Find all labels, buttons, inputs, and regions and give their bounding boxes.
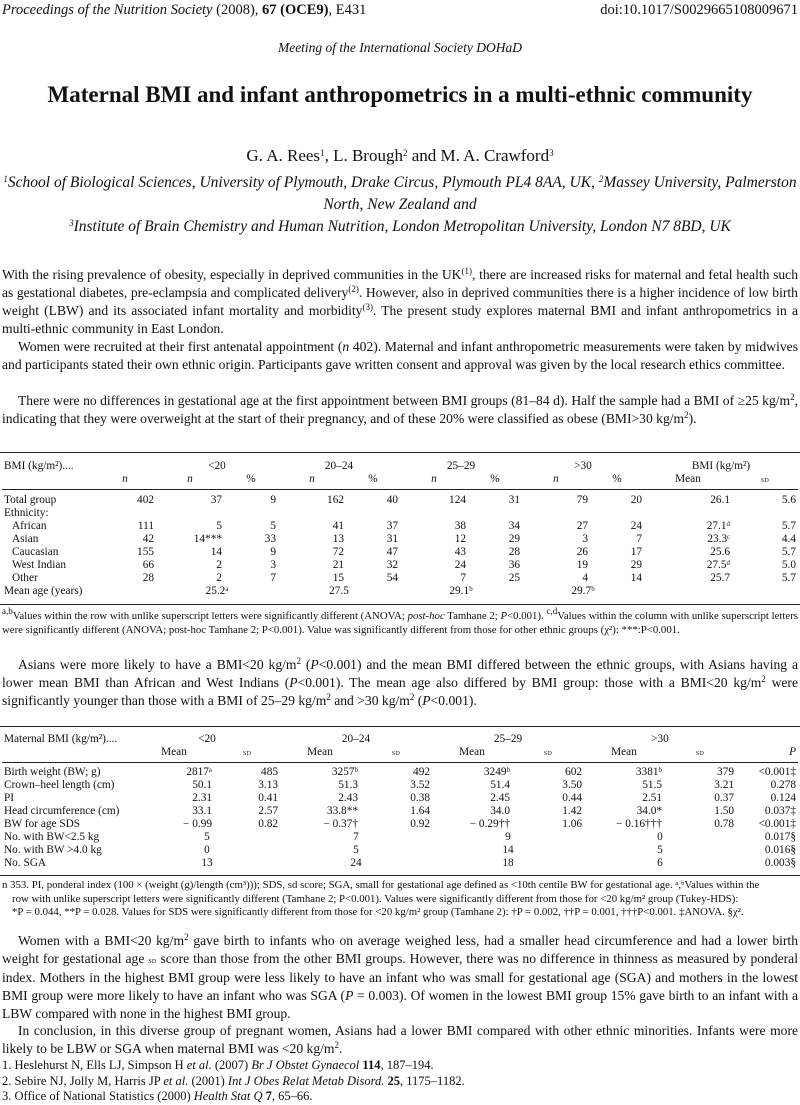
table-cell: 25.6	[710, 545, 730, 558]
table-cell: 34.0*	[636, 804, 662, 817]
table-cell: 5.6	[781, 493, 796, 506]
table-cell: 27	[576, 519, 588, 532]
table-cell: 124	[449, 493, 466, 506]
table-row	[2, 779, 798, 792]
row-label: No. SGA	[4, 856, 47, 869]
table-cell: 66	[142, 558, 154, 571]
table-cell: 33.8**	[326, 804, 358, 817]
row-label: BW for age SDS	[4, 817, 81, 830]
table-cell: 37	[386, 519, 398, 532]
table-cell	[590, 507, 644, 520]
table-cell: 5	[657, 843, 663, 856]
table-cell: 9	[270, 493, 276, 506]
table-cell: 50.1	[192, 778, 212, 791]
doi[interactable]: doi:10.1017/S0029665108009671	[600, 2, 798, 18]
table-row	[2, 805, 798, 818]
paragraph-intro: With the rising prevalence of obesity, especially in deprived communities in the UK$^{(1)}$, there are increased risks for maternal and fetal health such as gestational diabetes, pre-eclampsia and complicated delivery$^{(2)}$. However, also in deprived communities there is a higher incidence of low birth weight (LBW) and its associated infant mortality and morbidity$^{(3)}$. The present study explores maternal BMI and infant anthropometrics in a multi-ethnic community in East London.	[2, 266, 798, 336]
table-cell	[522, 507, 590, 520]
table-cell: 28	[142, 571, 154, 584]
table-cell: 402	[137, 493, 154, 506]
table-cell: − 0.16†††	[616, 817, 662, 830]
table-cell: − 0.29††	[469, 817, 510, 830]
table-cell: 14	[210, 545, 222, 558]
table-cell: 51.3	[338, 778, 358, 791]
table-cell: 5	[216, 519, 222, 532]
table-cell: 2.45	[490, 791, 510, 804]
row-label: Other	[12, 571, 38, 584]
table-cell: 3.50	[562, 778, 582, 791]
table-cell: 51.4	[490, 778, 510, 791]
table-cell: 26	[576, 545, 588, 558]
table-cell: 33	[264, 532, 276, 545]
table-cell: 0.278	[770, 778, 796, 791]
table-cell: 27.1ᵈ	[706, 519, 730, 532]
table-cell: 5.7	[781, 519, 796, 532]
table-cell: 38	[454, 519, 466, 532]
table-cell: 5	[204, 830, 210, 843]
table-cell: 3.52	[410, 778, 430, 791]
table-cell: 14	[630, 571, 642, 584]
table-cell: 5.0	[781, 558, 796, 571]
table-cell: 4	[582, 571, 588, 584]
table-cell: 32	[386, 558, 398, 571]
table-cell: 0.016§	[764, 843, 796, 856]
table-cell: 0.44	[562, 791, 582, 804]
table-ethnicity-bmi	[2, 460, 798, 598]
table-cell: 0.82	[258, 817, 278, 830]
table-cell: 29	[630, 558, 642, 571]
row-label: No. with BW<2.5 kg	[4, 830, 100, 843]
table-cell: 3.21	[714, 778, 734, 791]
table-cell: 3	[582, 532, 588, 545]
table-cell: 0.38	[410, 791, 430, 804]
table-cell: 34.0	[490, 804, 510, 817]
table-cell: 29	[508, 532, 520, 545]
table-cell: 21	[332, 558, 344, 571]
table-cell: 3257ᵇ	[331, 765, 358, 778]
table-cell: 5	[353, 843, 359, 856]
table2-top-rule	[0, 726, 800, 727]
row-label: Birth weight (BW; g)	[4, 765, 101, 778]
table-cell: 2.57	[258, 804, 278, 817]
reference-item: 1. Heslehurst N, Ells LJ, Simpson H et al. (2007) Br J Obstet Gynaecol 114, 187–194.	[2, 1058, 434, 1072]
table-cell: 40	[386, 493, 398, 506]
table-row	[2, 520, 798, 533]
table-row	[2, 818, 798, 831]
table-cell: 3381ᵇ	[635, 765, 662, 778]
table-row	[2, 792, 798, 805]
reference-item: 2. Sebire NJ, Jolly M, Harris JP et al. (2001) Int J Obes Relat Metab Disord. 25, 1175–1182.	[2, 1073, 465, 1088]
table-cell: 54	[386, 571, 398, 584]
row-label: African	[12, 519, 47, 532]
table-cell: 27.5ᵈ	[706, 558, 730, 571]
table-cell: 0.017§	[764, 830, 796, 843]
table-cell: 37	[210, 493, 222, 506]
table-cell: 0	[204, 843, 210, 856]
table-cell: 485	[261, 765, 278, 778]
table-cell: 36	[508, 558, 520, 571]
table-cell: 14	[502, 843, 514, 856]
table-cell: 41	[332, 519, 344, 532]
table-cell: 34	[508, 519, 520, 532]
table-cell	[156, 507, 224, 520]
paragraph-bmi-groups: There were no differences in gestational age at the first appointment between BMI groups (81–84 d). Half the sample had a BMI of ≥25 $kg/m^2$, indicating that they were overweight at the start of their pregnancy, and of these 20% were classified as obese (BMI>30 $kg/m^2$).	[2, 392, 798, 426]
row-label: Ethnicity:	[4, 506, 49, 519]
table-row	[2, 533, 798, 546]
table-cell: 2	[216, 558, 222, 571]
author-list: G. A. Rees$^1$, L. Brough$^2$ and M. A. Crawford$^3$	[246, 146, 554, 165]
table1-footnote: $^{a,b}$Values within the row with unlike superscript letters were significantly different (ANOVA; post-hoc Tamhane 2; P<0.001). $^{c,d}$Values within the column with unlike superscript letters were significantly different (ANOVA; post-hoc Tamhane 2; P<0.001). Value was significantly different from those for other ethnic groups (χ²): ***:P<0.001.	[2, 606, 799, 636]
table-cell: 25.7	[710, 571, 730, 584]
table-cell	[732, 507, 798, 520]
table1-top-rule	[0, 452, 800, 453]
table-cell: 379	[717, 765, 734, 778]
table-cell: 4.4	[781, 532, 796, 545]
table-cell: <0.001‡	[758, 817, 796, 830]
table-cell: 9	[505, 830, 511, 843]
meeting-name: Meeting of the International Society DOHaD	[277, 40, 523, 55]
table1-bottom-rule	[0, 604, 800, 605]
affiliations: $^1$School of Biological Sciences, University of Plymouth, Drake Circus, Plymouth PL4 8AA, UK, $^2$Massey University, Palmerston North, New Zealand and $^3$Institute of Brain Chemistry and Human Nutrition, London Metropolitan University, London N7 8BD, UK	[3, 174, 797, 235]
table-cell	[400, 507, 468, 520]
row-label: Total group	[4, 493, 57, 506]
table-row	[2, 831, 798, 844]
table-cell: 0.124	[770, 791, 796, 804]
table-cell: 0.003§	[764, 856, 796, 869]
table-cell: 31	[508, 493, 520, 506]
table-cell: 111	[137, 519, 154, 532]
table2-col-label: Maternal BMI (kg/m²)....	[4, 733, 118, 745]
paragraph-results-ethnicity: Asians were more likely to have a BMI<20 $kg/m^2$ (P<0.001) and the mean BMI differed between the ethnic groups, with Asians having a lower mean BMI than African and West Indians (P<0.001). The mean age also differed by BMI group: those with a BMI<20 $kg/m^2$ were significantly younger than those with a BMI of 25–29 $kg/m^2$ and >30 $kg/m^2$ (P<0.001).	[2, 656, 798, 708]
table-cell: 2817ᵃ	[186, 765, 212, 778]
table-cell: 47	[386, 545, 398, 558]
table-row	[2, 857, 798, 870]
table-cell: 12	[454, 532, 466, 545]
row-label: PI	[4, 791, 15, 804]
table-cell: 25	[508, 571, 520, 584]
table-cell: 33.1	[192, 804, 212, 817]
table-cell: 24	[454, 558, 466, 571]
row-label: Caucasian	[12, 545, 59, 558]
table2-bottom-rule	[0, 875, 800, 876]
table-cell: 79	[576, 493, 588, 506]
reference-list	[2, 1058, 798, 1105]
journal-citation: Proceedings of the Nutrition Society (2008), 67 (OCE9), E431	[2, 2, 367, 18]
table-cell: 3.13	[258, 778, 278, 791]
table-cell	[468, 507, 522, 520]
table-cell: 492	[413, 765, 430, 778]
row-label: Head circumference (cm)	[4, 804, 120, 817]
article-title: Maternal BMI and infant anthropometrics in a multi-ethnic community	[47, 82, 753, 107]
table2-group-row: Maternal BMI (kg/m²).... <20 20–24 25–29 >30	[4, 733, 669, 745]
table-cell: 23.3ᶜ	[707, 532, 730, 545]
table-cell: 24	[350, 856, 362, 869]
table-cell	[224, 507, 278, 520]
table-cell: 13	[201, 856, 213, 869]
table-cell: 0.037‡	[764, 804, 796, 817]
table-row	[2, 494, 798, 507]
table-cell: 2.31	[192, 791, 212, 804]
table-cell: 3249ᵇ	[483, 765, 510, 778]
table-cell	[346, 507, 400, 520]
table-cell: 5.7	[781, 545, 796, 558]
table-cell: 43	[454, 545, 466, 558]
table1-group-row: BMI (kg/m²).... <20 20–24 25–29 >30 BMI (kg/m²)	[4, 460, 751, 472]
table-row	[2, 546, 798, 559]
table-cell: 26.1	[710, 493, 730, 506]
table-cell: − 0.99	[183, 817, 212, 830]
table-cell: 0.41	[258, 791, 278, 804]
table-cell: 162	[327, 493, 344, 506]
table-cell: 0.37	[714, 791, 734, 804]
table-cell: 42	[142, 532, 154, 545]
table1-col-label: BMI (kg/m²)....	[4, 460, 74, 472]
paragraph-methods: Women were recruited at their first antenatal appointment (n 402). Maternal and infant anthropometric measurements were taken by midwives and participants stated their own ethnic origin. Participants gave written consent and approval was given by the local research ethics committee.	[2, 339, 798, 372]
table-cell: 0.92	[410, 817, 430, 830]
table2-footnote: n 353. PI, ponderal index (100 × (weight (g)/length (cm³))); SDS, sd score; SGA, small for gestational age defined as <10th centile BW for gestational age. ᵃ,ᵇValues within the row with unlike superscript letters were significantly different (Tamhane 2; P<0.001). Values were significantly different from those for <20 kg/m² group (Tukey-HDS): *P = 0.044, **P = 0.028. Values for SDS were significantly different from those for <20 kg/m² group (Tamhane 2): †P = 0.002, ††P = 0.001, †††P<0.001. ‡ANOVA. §χ².	[2, 879, 760, 918]
table-cell: 1.64	[410, 804, 430, 817]
row-label: West Indian	[12, 558, 66, 571]
table-row	[2, 559, 798, 572]
table1-age-row: Mean age (years) 25.2ᵃ 27.5 29.1ᵇ 29.7ᵇ	[4, 584, 595, 597]
table-cell: 14***	[193, 532, 222, 545]
paragraph-results-infants: Women with a BMI<20 $kg/m^2$ gave birth to infants who on average weighed less, had a smaller head circumference and had a lower birth weight for gestational age sd score than those from the other BMI groups. However, there was no difference in thinness as measured by ponderal index. Mothers in the highest BMI group were less likely to have an infant who was small for gestational age (SGA) and mothers in the lowest BMI group were more likely to have an infant who was SGA (P = 0.003). Of women in the lowest BMI group 15% gave birth to an infant with a LBW compared with none in the highest BMI group.	[2, 932, 798, 1021]
table-cell: 15	[332, 571, 344, 584]
table-cell: 24	[630, 519, 642, 532]
table1-subheader-row: n n % n % n % n % Mean sd	[122, 473, 770, 485]
table-cell: 72	[332, 545, 344, 558]
table-cell: 3	[270, 558, 276, 571]
table-cell: 31	[386, 532, 398, 545]
table-cell: 28	[508, 545, 520, 558]
table-cell: 0	[657, 830, 663, 843]
table-cell: 7	[636, 532, 642, 545]
table-cell: 2.43	[338, 791, 358, 804]
table-cell: 0.78	[714, 817, 734, 830]
table-row	[2, 844, 798, 857]
table-cell: <0.001‡	[758, 765, 796, 778]
table-cell: 7	[270, 571, 276, 584]
table-cell: 2	[216, 571, 222, 584]
table-cell: 155	[137, 545, 154, 558]
table-cell	[278, 507, 346, 520]
table-cell	[644, 507, 732, 520]
table-cell: 7	[353, 830, 359, 843]
table-infant-anthropometrics	[2, 733, 798, 870]
table-cell: 51.5	[642, 778, 662, 791]
table-cell: 2.51	[642, 791, 662, 804]
table-cell: 9	[270, 545, 276, 558]
row-label: Asian	[12, 532, 39, 545]
table-cell: 13	[332, 532, 344, 545]
table-cell: − 0.37†	[323, 817, 358, 830]
table-cell: 1.50	[714, 804, 734, 817]
table-row	[2, 572, 798, 585]
table-cell: 18	[502, 856, 514, 869]
table-cell: 20	[630, 493, 642, 506]
table-row	[2, 507, 798, 520]
row-label: Crown–heel length (cm)	[4, 778, 115, 791]
reference-item: 3. Office of National Statistics (2000) Health Stat Q 7, 65–66.	[2, 1089, 313, 1103]
table-cell: 7	[460, 571, 466, 584]
table-cell: 1.42	[562, 804, 582, 817]
table-cell: 602	[565, 765, 582, 778]
table-cell: 5.7	[781, 571, 796, 584]
table-cell: 6	[657, 856, 663, 869]
table-cell: 5	[270, 519, 276, 532]
table2-subheader-row: Mean sd Mean sd Mean sd Mean sd P	[161, 746, 796, 758]
table-cell: 19	[576, 558, 588, 571]
table-cell	[94, 507, 156, 520]
table-row	[2, 766, 798, 779]
table-cell: 1.06	[562, 817, 582, 830]
row-label: No. with BW >4.0 kg	[4, 843, 102, 856]
table-cell: 17	[630, 545, 642, 558]
paragraph-conclusion: In conclusion, in this diverse group of pregnant women, Asians had a lower BMI compared with other ethnic minorities. Infants were more likely to be LBW or SGA when maternal BMI was <20 $kg/m^2$.	[2, 1023, 798, 1056]
